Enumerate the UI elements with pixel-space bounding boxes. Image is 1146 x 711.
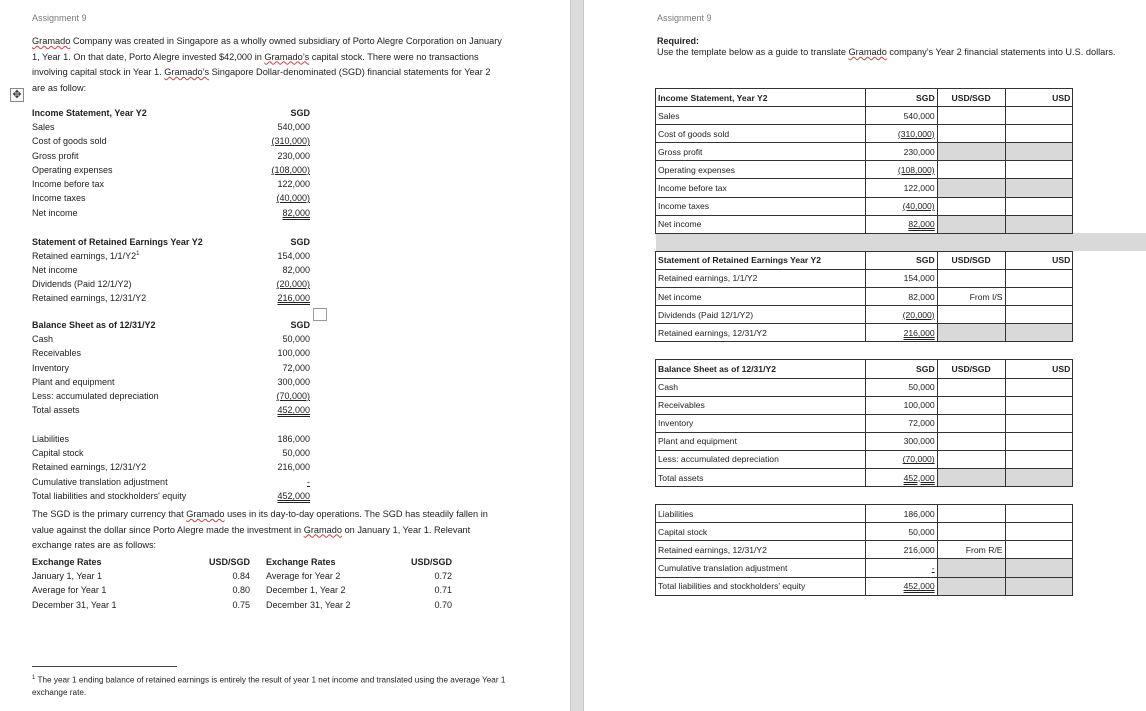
spelling-flagged-word[interactable]: Gramado [848, 47, 887, 57]
rate-label: Average for Year 2 [266, 571, 341, 581]
required-label: Required: [657, 36, 700, 46]
template-rate-cell[interactable] [937, 161, 1005, 179]
required-text: Use the template below as a guide to translate Gramado company’s Year 2 financial statements into U.S. dollars. [657, 47, 1116, 57]
statement-row-value: (310,000) [271, 136, 310, 146]
template-rate-cell[interactable] [937, 179, 1005, 197]
rate-label: December 31, Year 2 [266, 600, 351, 610]
template-row-label: Cost of goods sold [656, 125, 866, 143]
template-sgd-value: 452,000 [865, 468, 937, 486]
retained-title: Statement of Retained Earnings Year Y2 [32, 237, 203, 247]
blank-cell [1073, 396, 1146, 414]
blank-cell [1073, 468, 1146, 486]
template-usd-cell[interactable] [1005, 577, 1073, 595]
blank-cell [1005, 487, 1073, 505]
balance-title: Balance Sheet as of 12/31/Y2 [32, 320, 156, 330]
blank-cell [1073, 179, 1146, 197]
statement-row-value: 452,000 [277, 405, 310, 415]
template-row-label: Sales [656, 107, 866, 125]
footnote-marker: 1 [136, 251, 140, 257]
blank-cell [1005, 342, 1073, 360]
footnote-separator [32, 666, 177, 667]
col-header-usd: USD [1005, 251, 1073, 269]
blank-cell [937, 487, 1005, 505]
template-usd-cell[interactable] [1005, 143, 1073, 161]
template-rate-cell[interactable] [937, 125, 1005, 143]
template-row-label: Less: accumulated depreciation [656, 450, 866, 468]
spelling-flagged-word[interactable]: Gramado’s [264, 51, 310, 62]
statement-row-label: Inventory [32, 363, 70, 373]
retained-currency: SGD [290, 237, 310, 247]
statement-row-label: Operating expenses [32, 165, 113, 175]
blank-cell [1073, 450, 1146, 468]
blank-cell [1073, 288, 1146, 306]
gray-spacer-cell [937, 233, 1005, 251]
blank-cell [1073, 125, 1146, 143]
intro-paragraph: Gramado Company was created in Singapore as a wholly owned subsidiary of Porto Alegre Corporation on January 1, Year 1. On that date, Porto Alegre invested $42,000 in Gramado’s capital stock. There were no transactions involving capital stock in Year 1. Gramado’s Singapore Dollar-denominated (SGD) financial statements for Year 2 are as follow: [32, 36, 502, 93]
rates-header-4: USD/SGD [410, 557, 452, 567]
template-row-label: Cumulative translation adjustment [656, 559, 866, 577]
col-header-sgd: SGD [865, 251, 937, 269]
blank-cell [1073, 414, 1146, 432]
statement-row-value: 154,000 [277, 251, 310, 261]
blank-cell [1073, 251, 1146, 269]
template-rate-cell[interactable] [937, 306, 1005, 324]
template-rate-cell[interactable] [937, 450, 1005, 468]
template-usd-cell[interactable] [1005, 197, 1073, 215]
col-header-rate: USD/SGD [937, 360, 1005, 378]
translation-template-table [655, 88, 1146, 596]
template-usd-cell[interactable] [1005, 523, 1073, 541]
blank-cell [937, 342, 1005, 360]
blank-cell [865, 342, 937, 360]
template-rate-cell[interactable] [937, 269, 1005, 287]
statement-row-value: (108,000) [271, 165, 310, 175]
blank-cell [1073, 143, 1146, 161]
template-sgd-value: 82,000 [865, 215, 937, 233]
statement-row-label: Dividends (Paid 12/1/Y2) [32, 279, 132, 289]
template-sgd-value: 452,000 [865, 577, 937, 595]
template-sgd-value: (20,000) [865, 306, 937, 324]
template-rate-cell[interactable] [937, 432, 1005, 450]
rate-label: January 1, Year 1 [32, 571, 103, 581]
template-usd-cell[interactable] [1005, 107, 1073, 125]
statement-row-label: Retained earnings, $1/1/Y2^1$ [32, 251, 140, 261]
page-header: Assignment 9 [32, 13, 87, 23]
table-move-handle-icon[interactable]: ✥ [10, 88, 24, 102]
statement-row-label: Gross profit [32, 151, 79, 161]
blank-cell [1073, 107, 1146, 125]
blank-cell [656, 487, 866, 505]
rate-label: Average for Year 1 [32, 585, 107, 595]
template-row-label: Net income [656, 288, 866, 306]
rate-value: 0.80 [232, 585, 250, 595]
blank-cell [1073, 378, 1146, 396]
statement-row-value: 50,000 [282, 448, 310, 458]
template-row-label: Dividends (Paid 12/1/Y2) [656, 306, 866, 324]
template-usd-cell[interactable] [1005, 378, 1073, 396]
statement-row-value: (40,000) [276, 193, 310, 203]
spelling-flagged-word[interactable]: Gramado’s [164, 67, 210, 77]
rate-label: December 1, Year 2 [266, 585, 346, 595]
statement-row-label: Less: accumulated depreciation [32, 391, 159, 401]
statement-row-label: Capital stock [32, 448, 84, 458]
template-sgd-value: 154,000 [865, 269, 937, 287]
income-title: Income Statement, Year Y2 [32, 108, 147, 118]
rates-header-2: USD/SGD [208, 557, 250, 567]
template-sgd-value: 186,000 [865, 505, 937, 523]
footnote: $^1$ The year 1 ending balance of retained earnings is entirely the result of year 1 net income and translated using the average Year 1 exchange rate. [32, 675, 506, 697]
blank-cell [1073, 197, 1146, 215]
section-title: Income Statement, Year Y2 [656, 89, 866, 107]
col-header-rate: USD/SGD [937, 251, 1005, 269]
gray-spacer-cell [1073, 233, 1146, 251]
statement-row-value: 216,000 [277, 462, 310, 472]
template-usd-cell[interactable] [1005, 215, 1073, 233]
statement-row-value: 452,000 [277, 491, 310, 501]
template-row-label: Liabilities [656, 505, 866, 523]
rate-value: 0.75 [232, 600, 250, 610]
blank-cell [656, 342, 866, 360]
template-row-label: Gross profit [656, 143, 866, 161]
statement-row-value: (70,000) [276, 391, 310, 401]
col-header-usd: USD [1005, 89, 1073, 107]
template-usd-cell[interactable] [1005, 468, 1073, 486]
template-rate-cell[interactable] [937, 197, 1005, 215]
template-rate-cell[interactable] [937, 143, 1005, 161]
template-rate-cell[interactable] [937, 577, 1005, 595]
statement-row-label: Receivables [32, 348, 82, 358]
statement-row-label: Income taxes [32, 193, 86, 203]
template-row-label: Inventory [656, 414, 866, 432]
template-rate-cell[interactable] [937, 414, 1005, 432]
blank-cell [1073, 89, 1146, 107]
template-rate-cell[interactable] [937, 396, 1005, 414]
spelling-flagged-word[interactable]: Gramado [32, 36, 71, 46]
template-sgd-value: 50,000 [865, 523, 937, 541]
statement-row-value: 540,000 [277, 122, 310, 132]
spelling-flagged-word[interactable]: Gramado [303, 524, 343, 535]
currency-paragraph: The SGD is the primary currency that Gramado uses in its day-to-day operations. The SGD has steadily fallen in value against the dollar since Porto Alegre made the investment in Gramado on January 1, Year 1. Relevant exchange rates are as follows: [32, 509, 488, 550]
template-usd-cell[interactable] [1005, 450, 1073, 468]
rate-value: 0.70 [434, 600, 452, 610]
template-usd-cell[interactable] [1005, 306, 1073, 324]
right-page [584, 0, 1146, 711]
template-row-label: Retained earnings, 12/31/Y2 [656, 324, 866, 342]
statement-row-label: Cash [32, 334, 54, 344]
template-sgd-value: (40,000) [865, 197, 937, 215]
blank-cell [1073, 161, 1146, 179]
template-sgd-value: 540,000 [865, 107, 937, 125]
template-row-label: Retained earnings, 12/31/Y2 [656, 541, 866, 559]
section-title: Statement of Retained Earnings Year Y2 [656, 251, 866, 269]
statement-row-label: Net income [32, 265, 78, 275]
gray-spacer-cell [1005, 233, 1073, 251]
template-usd-cell[interactable] [1005, 288, 1073, 306]
template-usd-cell[interactable] [1005, 125, 1073, 143]
statement-row-label: Plant and equipment [32, 377, 115, 387]
blank-cell [1073, 269, 1146, 287]
template-usd-cell[interactable] [1005, 432, 1073, 450]
blank-cell [865, 487, 937, 505]
col-header-sgd: SGD [865, 360, 937, 378]
template-usd-cell[interactable] [1005, 414, 1073, 432]
template-row-label: Cash [656, 378, 866, 396]
template-usd-cell[interactable] [1005, 505, 1073, 523]
template-sgd-value: 230,000 [865, 143, 937, 161]
template-sgd-value: (70,000) [865, 450, 937, 468]
template-rate-cell[interactable] [937, 559, 1005, 577]
blank-cell [1073, 432, 1146, 450]
statement-row-label: Income before tax [32, 179, 105, 189]
blank-cell [1073, 360, 1146, 378]
template-row-label: Net income [656, 215, 866, 233]
template-usd-cell[interactable] [1005, 541, 1073, 559]
template-row-label: Receivables [656, 396, 866, 414]
rate-label: December 31, Year 1 [32, 600, 117, 610]
statement-row-label: Retained earnings, 12/31/Y2 [32, 462, 147, 472]
statement-row-value: - [307, 477, 310, 487]
left-page [0, 0, 570, 711]
template-sgd-value: 216,000 [865, 324, 937, 342]
statement-row-value: 186,000 [277, 434, 310, 444]
blank-cell [1073, 541, 1146, 559]
template-usd-cell[interactable] [1005, 559, 1073, 577]
balance-currency: SGD [290, 320, 310, 330]
template-row-label: Operating expenses [656, 161, 866, 179]
template-row-label: Total assets [656, 468, 866, 486]
blank-cell [1073, 215, 1146, 233]
blank-cell [1073, 577, 1146, 595]
table-resize-handle[interactable] [313, 308, 327, 321]
template-sgd-value: 50,000 [865, 378, 937, 396]
statement-row-value: 72,000 [282, 363, 310, 373]
template-rate-cell[interactable] [937, 523, 1005, 541]
income-currency: SGD [290, 108, 310, 118]
section-title: Balance Sheet as of 12/31/Y2 [656, 360, 866, 378]
statement-row-value: (20,000) [276, 279, 310, 289]
template-row-label: Plant and equipment [656, 432, 866, 450]
template-row-label: Capital stock [656, 523, 866, 541]
template-row-label: Total liabilities and stockholders' equity [656, 577, 866, 595]
template-usd-cell[interactable] [1005, 396, 1073, 414]
template-rate-cell[interactable] [937, 505, 1005, 523]
template-sgd-value: 300,000 [865, 432, 937, 450]
blank-cell [1073, 523, 1146, 541]
template-usd-cell[interactable] [1005, 324, 1073, 342]
page-gutter [570, 0, 584, 711]
template-rate-cell[interactable] [937, 468, 1005, 486]
statement-row-value: 122,000 [277, 179, 310, 189]
template-rate-cell[interactable]: From I/S [937, 288, 1005, 306]
blank-cell [1073, 306, 1146, 324]
template-rate-cell[interactable] [937, 378, 1005, 396]
statement-row-label: Total liabilities and stockholders' equity [32, 491, 187, 501]
col-header-rate: USD/SGD [937, 89, 1005, 107]
rate-value: 0.84 [232, 571, 250, 581]
statement-row-value: 216,000 [277, 293, 310, 303]
gray-spacer-cell [656, 233, 866, 251]
template-row-label: Income taxes [656, 197, 866, 215]
template-sgd-value: 216,000 [865, 541, 937, 559]
statement-row-value: 82,000 [282, 265, 310, 275]
blank-cell [1073, 487, 1146, 505]
rate-value: 0.72 [434, 571, 452, 581]
rates-header-3: Exchange Rates [266, 557, 336, 567]
statement-row-label: Total assets [32, 405, 80, 415]
blank-cell [1073, 505, 1146, 523]
template-sgd-value: (108,000) [865, 161, 937, 179]
statement-row-label: Net income [32, 208, 78, 218]
template-sgd-value: 100,000 [865, 396, 937, 414]
template-row-label: Retained earnings, 1/1/Y2 [656, 269, 866, 287]
template-sgd-value: (310,000) [865, 125, 937, 143]
statement-row-label: Retained earnings, 12/31/Y2 [32, 293, 147, 303]
statement-row-value: 50,000 [282, 334, 310, 344]
template-rate-cell[interactable] [937, 324, 1005, 342]
page-header: Assignment 9 [657, 13, 712, 23]
statement-row-label: Cost of goods sold [32, 136, 107, 146]
template-sgd-value: 122,000 [865, 179, 937, 197]
template-rate-cell[interactable] [937, 215, 1005, 233]
template-row-label: Income before tax [656, 179, 866, 197]
template-sgd-value: - [865, 559, 937, 577]
rates-header-1: Exchange Rates [32, 557, 102, 567]
template-rate-cell[interactable]: From R/E [937, 541, 1005, 559]
template-usd-cell[interactable] [1005, 269, 1073, 287]
statement-row-value: 82,000 [282, 208, 310, 218]
template-usd-cell[interactable] [1005, 179, 1073, 197]
statement-row-label: Liabilities [32, 434, 70, 444]
template-sgd-value: 72,000 [865, 414, 937, 432]
gray-spacer-cell [865, 233, 937, 251]
blank-cell [1073, 342, 1146, 360]
template-rate-cell[interactable] [937, 107, 1005, 125]
col-header-usd: USD [1005, 360, 1073, 378]
statement-row-value: 100,000 [277, 348, 310, 358]
statement-row-label: Cumulative translation adjustment [32, 477, 168, 487]
blank-cell [1073, 324, 1146, 342]
statement-row-value: 230,000 [277, 151, 310, 161]
template-usd-cell[interactable] [1005, 161, 1073, 179]
statement-row-label: Sales [32, 122, 55, 132]
spelling-flagged-word[interactable]: Gramado [186, 509, 225, 519]
template-sgd-value: 82,000 [865, 288, 937, 306]
statement-row-value: 300,000 [277, 377, 310, 387]
rate-value: 0.71 [434, 585, 452, 595]
blank-cell [1073, 559, 1146, 577]
col-header-sgd: SGD [865, 89, 937, 107]
